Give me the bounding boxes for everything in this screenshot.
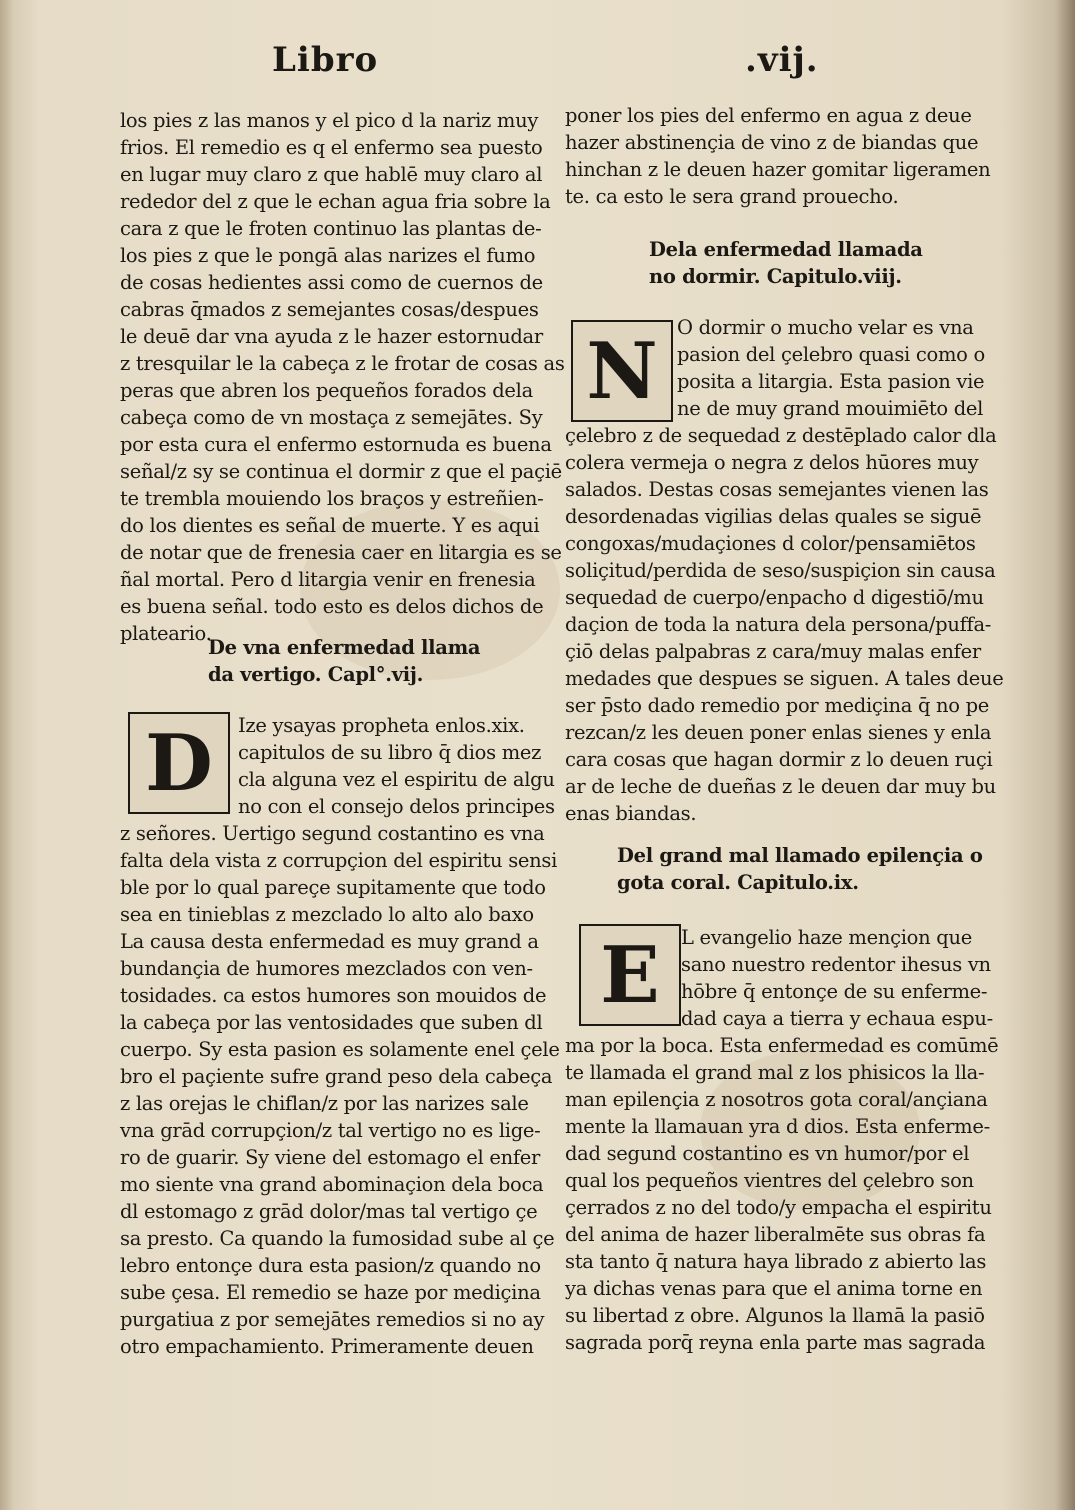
heading-line: da vertigo. Capl°.vij.: [208, 663, 424, 686]
text-line: ser p̄sto dado remedio por mediçina q̄ no pe: [565, 694, 990, 717]
text-line: purgatiua z por semejātes remedios si no ay: [120, 1308, 545, 1331]
text-line: sube çesa. El remedio se haze por mediçina: [120, 1281, 541, 1304]
text-line: del anima de hazer liberalmēte sus obras fa: [565, 1223, 986, 1246]
text-line: hazer abstinençia de vino z de biandas que: [565, 131, 979, 154]
text-line: capitulos de su libro q̄ dios mez: [238, 741, 542, 764]
text-line: enas biandas.: [565, 802, 697, 825]
text-line: dl estomago z grād dolor/mas tal vertigo çe: [120, 1200, 538, 1223]
text-line: le deuē dar vna ayuda z le hazer estornudar: [120, 325, 543, 348]
text-line: hōbre q̄ entonçe de su enferme-: [681, 980, 988, 1003]
text-line: te trembla mouiendo los braços y estreñien-: [120, 487, 544, 510]
text-line: otro empachamiento. Primeramente deuen: [120, 1335, 534, 1358]
text-line: tosidades. ca estos humores son mouidos de: [120, 984, 547, 1007]
text-line: de cosas hedientes assi como de cuernos de: [120, 271, 543, 294]
text-line: colera vermeja o negra z delos hūores muy: [565, 451, 979, 474]
text-line: no con el consejo delos principes: [238, 795, 555, 818]
heading-line: Del grand mal llamado epilençia o: [617, 844, 983, 867]
text-line: vna grād corrupçion/z tal vertigo no es lige-: [120, 1119, 541, 1142]
text-line: los pies z que le pongā alas narizes el fumo: [120, 244, 536, 267]
text-line: Ize ysayas propheta enlos.xix.: [238, 714, 525, 737]
text-line: hinchan z le deuen hazer gomitar ligeramen: [565, 158, 991, 181]
text-line: La causa desta enfermedad es muy grand a: [120, 930, 539, 953]
text-line: z las orejas le chiflan/z por las narizes sale: [120, 1092, 529, 1115]
drop-cap-initial: N: [571, 320, 673, 422]
text-line: z señores. Uertigo segund costantino es vna: [120, 822, 545, 845]
right-column: [565, 0, 1004, 1510]
text-line: soliçitud/perdida de seso/suspiçion sin causa: [565, 559, 996, 582]
text-line: desordenadas vigilias delas quales se siguē: [565, 505, 982, 528]
text-line: te. ca esto le sera grand prouecho.: [565, 185, 899, 208]
text-line: cuerpo. Sy esta pasion es solamente enel çele: [120, 1038, 560, 1061]
text-line: posita a litargia. Esta pasion vie: [677, 370, 985, 393]
text-line: sano nuestro redentor ihesus vn: [681, 953, 991, 976]
text-line: çerrados z no del todo/y empacha el espiritu: [565, 1196, 992, 1219]
text-line: plateario.: [120, 622, 212, 645]
text-line: los pies z las manos y el pico d la nariz muy: [120, 109, 539, 132]
text-line: ñal mortal. Pero d litargia venir en frenesia: [120, 568, 536, 591]
text-line: de notar que de frenesia caer en litargia es se: [120, 541, 562, 564]
text-line: poner los pies del enfermo en agua z deue: [565, 104, 972, 127]
text-line: L evangelio haze mençion que: [681, 926, 972, 949]
text-line: çelebro z de sequedad z destēplado calor dla: [565, 424, 997, 447]
text-line: pasion del çelebro quasi como o: [677, 343, 985, 366]
text-line: frios. El remedio es q el enfermo sea puesto: [120, 136, 543, 159]
text-line: sagrada porq̄ reyna enla parte mas sagrada: [565, 1331, 986, 1354]
text-line: çiō delas palpabras z cara/muy malas enfer: [565, 640, 981, 663]
text-line: qual los pequeños vientres del çelebro son: [565, 1169, 974, 1192]
text-line: mo siente vna grand abominaçion dela boca: [120, 1173, 544, 1196]
text-line: sa presto. Ca quando la fumosidad sube al çe: [120, 1227, 555, 1250]
text-line: sta tanto q̄ natura haya librado z abierto las: [565, 1250, 987, 1273]
text-line: mente la llamauan yra d dios. Esta enferme-: [565, 1115, 990, 1138]
text-line: salados. Destas cosas semejantes vienen las: [565, 478, 989, 501]
text-line: ne de muy grand mouimiēto del: [677, 397, 984, 420]
running-head-left: Libro: [272, 40, 379, 80]
heading-line: gota coral. Capitulo.ix.: [617, 871, 859, 894]
text-line: cabras q̄mados z semejantes cosas/despues: [120, 298, 539, 321]
heading-line: De vna enfermedad llama: [208, 636, 481, 659]
text-line: dad caya a tierra y echaua espu-: [681, 1007, 993, 1030]
text-line: medades que despues se siguen. A tales deue: [565, 667, 1004, 690]
text-line: congoxas/mudaçiones d color/pensamiētos: [565, 532, 976, 555]
heading-line: Dela enfermedad llamada: [649, 238, 923, 261]
text-line: la cabeça por las ventosidades que suben dl: [120, 1011, 543, 1034]
text-line: peras que abren los pequeños forados dela: [120, 379, 533, 402]
text-line: lebro entonçe dura esta pasion/z quando no: [120, 1254, 541, 1277]
text-line: dad segund costantino es vn humor/por el: [565, 1142, 970, 1165]
text-line: rededor del z que le echan agua fria sobre la: [120, 190, 551, 213]
text-line: O dormir o mucho velar es vna: [677, 316, 974, 339]
text-line: cla alguna vez el espiritu de algu: [238, 768, 555, 791]
text-line: z tresquilar le la cabeça z le frotar de cosas as: [120, 352, 565, 375]
text-line: señal/z sy se continua el dormir z que el paçiē: [120, 460, 562, 483]
text-line: ar de leche de dueñas z le deuen dar muy bu: [565, 775, 996, 798]
text-line: ya dichas venas para que el anima torne en: [565, 1277, 983, 1300]
drop-cap-initial: D: [128, 712, 230, 814]
text-line: es buena señal. todo esto es delos dichos de: [120, 595, 544, 618]
text-line: por esta cura el enfermo estornuda es buena: [120, 433, 552, 456]
running-head-right: .vij.: [745, 40, 819, 80]
text-line: te llamada el grand mal z los phisicos la lla-: [565, 1061, 985, 1084]
text-line: man epilençia z nosotros gota coral/ançiana: [565, 1088, 988, 1111]
text-line: ro de guarir. Sy viene del estomago el enfer: [120, 1146, 541, 1169]
text-line: cara cosas que hagan dormir z lo deuen ruçi: [565, 748, 993, 771]
text-line: cara z que le froten continuo las plantas de-: [120, 217, 542, 240]
left-column: [120, 0, 565, 1510]
text-line: bro el paçiente sufre grand peso dela cabeça: [120, 1065, 553, 1088]
text-line: ma por la boca. Esta enfermedad es comūmē: [565, 1034, 999, 1057]
drop-cap-initial: E: [579, 924, 681, 1026]
text-line: rezcan/z les deuen poner enlas sienes y enla: [565, 721, 992, 744]
text-line: bundançia de humores mezclados con ven-: [120, 957, 533, 980]
text-line: sequedad de cuerpo/enpacho d digestiō/mu: [565, 586, 984, 609]
text-line: en lugar muy claro z que hablē muy claro al: [120, 163, 543, 186]
text-line: sea en tinieblas z mezclado lo alto alo baxo: [120, 903, 534, 926]
text-line: do los dientes es señal de muerte. Y es aqui: [120, 514, 540, 537]
heading-line: no dormir. Capitulo.viij.: [649, 265, 902, 288]
text-line: su libertad z obre. Algunos la llamā la pasiō: [565, 1304, 985, 1327]
text-line: cabeça como de vn mostaça z semejātes. Sy: [120, 406, 543, 429]
text-line: falta dela vista z corrupçion del espiritu sensi: [120, 849, 558, 872]
text-line: daçion de toda la natura dela persona/puffa-: [565, 613, 992, 636]
text-line: ble por lo qual pareçe supitamente que todo: [120, 876, 546, 899]
